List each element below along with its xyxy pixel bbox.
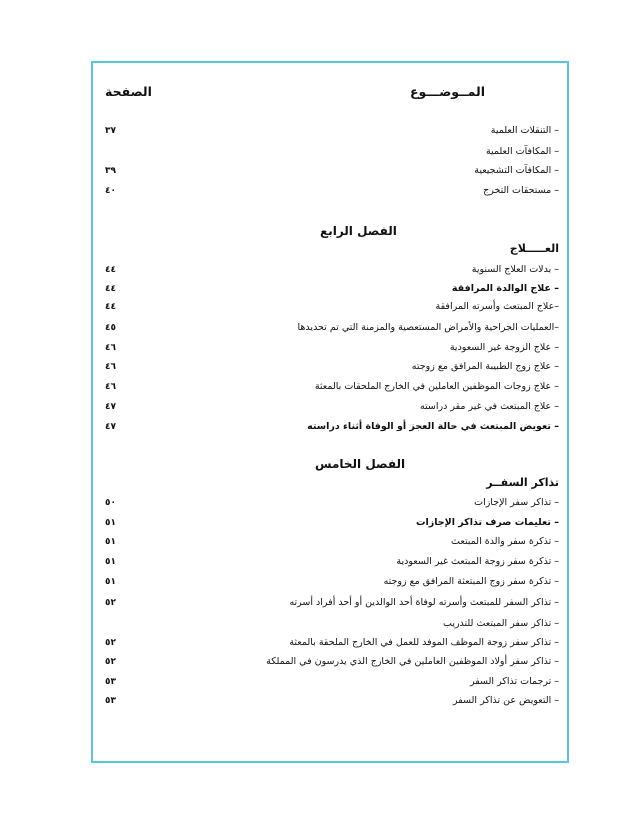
toc-entry <box>105 124 559 138</box>
toc-entry-text: – تذاكر سفر أولاد الموظفين العاملين في الخارج الذي يدرسون في المملكة <box>266 656 559 667</box>
toc-entry <box>105 655 559 669</box>
toc-entry-text: – تذاكر السفر للمبتعث وأسرته لوفاة أحد الوالدين أو أحد أفراد أسرته <box>289 597 559 608</box>
toc-entry-page: ٣٧ <box>105 126 116 136</box>
toc-entry-text: –علاج المبتعث وأسرته المرافقة <box>435 301 559 312</box>
toc-entry <box>105 617 559 631</box>
toc-entry <box>105 516 559 530</box>
toc-entry-page: ٤٦ <box>105 362 116 372</box>
toc-entry <box>105 282 559 296</box>
toc-entry-page: ٤٤ <box>105 302 116 312</box>
toc-entry-page: ٤٦ <box>105 343 116 353</box>
toc-entry <box>105 675 559 689</box>
toc-entry <box>105 400 559 414</box>
toc-entry <box>105 321 559 335</box>
toc-entry <box>105 300 559 314</box>
toc-entry-text: – مستحقات التخرج <box>483 185 559 196</box>
toc-entry-page: ٤٤ <box>105 265 116 275</box>
toc-entry-text: –العمليات الجراحية والأمراض المستعصية والمزمنة التي تم تحديدها <box>297 322 559 333</box>
toc-entry <box>105 145 559 159</box>
section-treatment: العـــــلاج <box>509 242 559 255</box>
toc-entry <box>105 420 559 434</box>
toc-entry-page: ٥٠ <box>105 498 116 508</box>
toc-entry-text: – ترجمات تذاكر السفر <box>470 676 559 687</box>
toc-entry <box>105 535 559 549</box>
chapter-5-title: الفصل الخامس <box>315 457 406 471</box>
toc-entry-page: ٥٣ <box>105 696 116 706</box>
toc-entry-text: – علاج المبتعث في غير مقر دراسته <box>419 401 559 412</box>
toc-entry-page: ٥١ <box>105 557 116 567</box>
toc-entry-page: ٤٦ <box>105 382 116 392</box>
toc-entry-text: – تذكرة سفر والدة المبتعث <box>451 536 559 547</box>
toc-entry <box>105 263 559 277</box>
toc-entry-text: – علاج الزوجة غير السعودية <box>449 342 559 353</box>
toc-entry-page: ٥٢ <box>105 657 116 667</box>
section-travel-tickets: تذاكر السفــر <box>486 476 559 489</box>
toc-entry <box>105 496 559 510</box>
toc-entry <box>105 636 559 650</box>
toc-entry-text: – بدلات العلاج السنوية <box>471 264 559 275</box>
toc-entry-page: ٣٩ <box>105 166 116 176</box>
toc-entry <box>105 555 559 569</box>
toc-entry-page: ٥١ <box>105 577 116 587</box>
toc-entry <box>105 575 559 589</box>
toc-entry-page: ٤٧ <box>105 422 116 432</box>
toc-entry-text: – تعليمات صرف تذاكر الإجازات <box>415 517 559 528</box>
toc-entry <box>105 694 559 708</box>
toc-entry <box>105 341 559 355</box>
toc-entry <box>105 184 559 198</box>
toc-entry-text: – التنقلات العلمية <box>490 125 559 136</box>
toc-entry-text: – تذاكر سفر الإجازات <box>474 497 559 508</box>
toc-entry-text: – تذاكر سفر المبتعث للتدريب <box>443 618 559 629</box>
toc-entry <box>105 164 559 178</box>
toc-entry-text: – تذكرة سفر زوجة المبتعث غير السعودية <box>396 556 559 567</box>
toc-entry-text: – تذاكر سفر زوجة الموظف الموفد للعمل في الخارج الملحقة بالمعثة <box>289 637 559 648</box>
toc-entry <box>105 596 559 610</box>
toc-entry-page: ٤٧ <box>105 402 116 412</box>
toc-entry <box>105 360 559 374</box>
toc-entry-text: – المكافآت العلمية <box>485 146 559 157</box>
toc-entry-page: ٥٢ <box>105 598 116 608</box>
toc-entry-text: – علاج زوج الطبيبة المرافق مع زوجته <box>411 361 559 372</box>
toc-entry-text: – المكافآت التشجيعية <box>474 165 559 176</box>
toc-entry-page: ٥٢ <box>105 638 116 648</box>
toc-entry-text: – علاج زوجات الموظفين العاملين في الخارج الملحقات بالمعثة <box>314 381 559 392</box>
toc-entry-text: – التعويض عن تذاكر السفر <box>453 695 559 706</box>
toc-entry-page: ٥١ <box>105 537 116 547</box>
toc-entry-text: – تذكرة سفر زوج المبتعثة المرافق مع زوجته <box>383 576 559 587</box>
toc-entry <box>105 380 559 394</box>
header-page: الصفحة <box>105 84 152 99</box>
toc-entry-text: – علاج الوالدة المرافقة <box>451 283 559 294</box>
toc-entry-page: ٤٠ <box>105 186 116 196</box>
toc-entry-page: ٤٤ <box>105 284 116 294</box>
header-topic: المــوضـــوع <box>410 84 486 99</box>
toc-entry-page: ٤٥ <box>105 323 116 333</box>
chapter-4-title: الفصل الرابع <box>320 224 397 238</box>
toc-entry-page: ٥١ <box>105 518 116 528</box>
toc-entry-text: – تعويض المبتعث في حالة العجز أو الوفاة أثناء دراسته <box>307 421 559 432</box>
toc-entry-page: ٥٣ <box>105 677 116 687</box>
